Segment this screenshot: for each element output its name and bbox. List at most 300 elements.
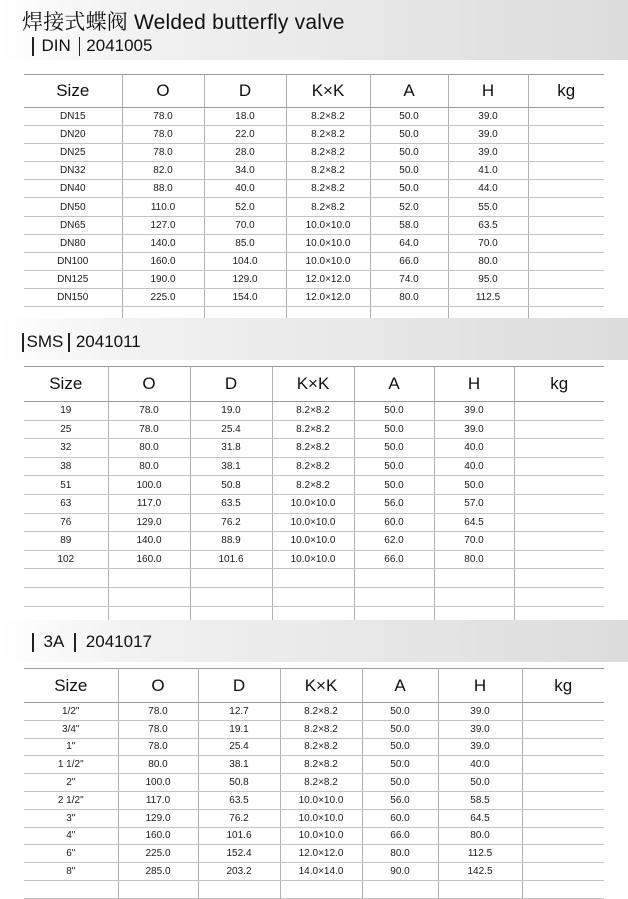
table-cell — [522, 756, 604, 774]
standard-name: 3A — [43, 632, 65, 651]
table-cell: 50.8 — [198, 774, 280, 792]
column-header: D — [190, 367, 272, 402]
table-cell: 101.6 — [190, 550, 272, 569]
table-cell — [434, 569, 514, 588]
table-cell: 2" — [24, 774, 118, 792]
table-cell: 58.0 — [370, 216, 448, 234]
table-cell: DN100 — [24, 252, 122, 270]
table-cell: 8.2×8.2 — [272, 420, 354, 439]
table-row — [24, 791, 604, 809]
table-cell: 39.0 — [448, 126, 528, 144]
table-cell — [280, 880, 362, 898]
table-cell: DN32 — [24, 162, 122, 180]
table-cell: 78.0 — [118, 703, 198, 721]
table-cell: 140.0 — [108, 532, 190, 551]
table-cell: 64.5 — [438, 809, 522, 827]
table-cell — [522, 720, 604, 738]
table-cell: 142.5 — [438, 863, 522, 881]
table-cell: 50.0 — [354, 420, 434, 439]
table-row — [24, 880, 604, 898]
table-row — [24, 234, 604, 252]
table-row — [24, 198, 604, 216]
standard-label-sms — [22, 332, 141, 352]
table-cell — [514, 494, 604, 513]
table-cell: 95.0 — [448, 270, 528, 288]
table-cell: 74.0 — [370, 270, 448, 288]
column-header: K×K — [280, 669, 362, 703]
table-cell — [514, 532, 604, 551]
standard-code: 2041005 — [86, 36, 153, 55]
table-cell: 70.0 — [448, 234, 528, 252]
table-cell: 1/2" — [24, 703, 118, 721]
table-cell: 50.0 — [370, 144, 448, 162]
table-header-row — [24, 669, 604, 703]
table-cell: 56.0 — [362, 791, 438, 809]
table-cell — [24, 569, 108, 588]
column-header: Size — [24, 669, 118, 703]
table-cell: 57.0 — [434, 494, 514, 513]
table-cell: 160.0 — [108, 550, 190, 569]
table-cell: 160.0 — [122, 252, 204, 270]
table-cell: DN125 — [24, 270, 122, 288]
column-header: Size — [24, 75, 122, 108]
table-cell — [190, 569, 272, 588]
standard-label-din — [32, 36, 152, 56]
table-cell: 60.0 — [354, 513, 434, 532]
table-cell: 41.0 — [448, 162, 528, 180]
table-cell: 100.0 — [118, 774, 198, 792]
table-cell — [522, 774, 604, 792]
column-header: Size — [24, 367, 108, 402]
table-cell — [528, 126, 604, 144]
table-cell: 63.5 — [448, 216, 528, 234]
table-cell — [190, 587, 272, 606]
table-cell: 63.5 — [190, 494, 272, 513]
table-cell: 40.0 — [434, 457, 514, 476]
column-header: kg — [528, 75, 604, 108]
table-cell: 78.0 — [122, 144, 204, 162]
table-cell: 50.0 — [354, 457, 434, 476]
table-cell: 39.0 — [434, 420, 514, 439]
table-row — [24, 420, 604, 439]
table-cell: 85.0 — [204, 234, 286, 252]
table-cell: DN25 — [24, 144, 122, 162]
table-cell: 8" — [24, 863, 118, 881]
table-cell: 40.0 — [204, 180, 286, 198]
table-cell — [354, 587, 434, 606]
table-cell: 8.2×8.2 — [286, 126, 370, 144]
column-header: kg — [522, 669, 604, 703]
column-header: A — [362, 669, 438, 703]
table-cell — [528, 180, 604, 198]
table-cell — [514, 513, 604, 532]
table-cell: 19.0 — [190, 402, 272, 421]
table-cell: 76.2 — [198, 809, 280, 827]
table-cell — [528, 108, 604, 126]
column-header: D — [198, 669, 280, 703]
table-cell — [528, 144, 604, 162]
table-cell: 56.0 — [354, 494, 434, 513]
table-cell: 88.0 — [122, 180, 204, 198]
table-cell: 44.0 — [448, 180, 528, 198]
table-cell — [528, 198, 604, 216]
table-cell: 39.0 — [438, 720, 522, 738]
table-cell: 32 — [24, 439, 108, 458]
table-row — [24, 550, 604, 569]
table-cell: 25.4 — [190, 420, 272, 439]
table-cell: 8.2×8.2 — [280, 774, 362, 792]
table-cell: 50.0 — [362, 703, 438, 721]
table-cell: 80.0 — [108, 439, 190, 458]
table-cell: 88.9 — [190, 532, 272, 551]
table-row — [24, 845, 604, 863]
table-cell: 66.0 — [370, 252, 448, 270]
table-cell: 10.0×10.0 — [272, 513, 354, 532]
table-cell: 19.1 — [198, 720, 280, 738]
table-cell: 203.2 — [198, 863, 280, 881]
table-cell: 10.0×10.0 — [272, 550, 354, 569]
table-cell: 80.0 — [362, 845, 438, 863]
table-body — [24, 402, 604, 625]
table-cell: 38.1 — [190, 457, 272, 476]
table-cell: 110.0 — [122, 198, 204, 216]
table-cell: 8.2×8.2 — [280, 703, 362, 721]
table-cell — [514, 550, 604, 569]
standard-name: SMS — [26, 332, 64, 351]
table-cell: 10.0×10.0 — [286, 216, 370, 234]
table-cell: 112.5 — [438, 845, 522, 863]
table-cell — [522, 809, 604, 827]
table-cell — [362, 880, 438, 898]
table-cell: 152.4 — [198, 845, 280, 863]
table-row — [24, 863, 604, 881]
table-cell — [514, 457, 604, 476]
table-cell: 10.0×10.0 — [280, 827, 362, 845]
table-cell: 50.0 — [354, 476, 434, 495]
table-cell: 18.0 — [204, 108, 286, 126]
table-row — [24, 270, 604, 288]
table-cell: 66.0 — [354, 550, 434, 569]
table-cell: 80.0 — [108, 457, 190, 476]
table-cell — [522, 863, 604, 881]
table-cell: 225.0 — [122, 288, 204, 306]
table-cell: 22.0 — [204, 126, 286, 144]
table-row — [24, 587, 604, 606]
table-cell: DN80 — [24, 234, 122, 252]
table-row — [24, 809, 604, 827]
table-cell: 129.0 — [108, 513, 190, 532]
table-cell: 89 — [24, 532, 108, 551]
table-cell: 78.0 — [122, 126, 204, 144]
table-cell: 12.7 — [198, 703, 280, 721]
column-header: O — [118, 669, 198, 703]
table-row — [24, 162, 604, 180]
table-body — [24, 108, 604, 325]
table-cell: 117.0 — [118, 791, 198, 809]
table-cell: 78.0 — [118, 720, 198, 738]
table-cell: 38.1 — [198, 756, 280, 774]
table-cell — [528, 288, 604, 306]
table-cell — [434, 587, 514, 606]
table-cell: 70.0 — [204, 216, 286, 234]
table-cell: 40.0 — [438, 756, 522, 774]
table-cell — [528, 270, 604, 288]
table-cell — [24, 587, 108, 606]
table-cell: 8.2×8.2 — [280, 738, 362, 756]
page-title: 焊接式蝶阀 Welded butterfly valve — [22, 11, 345, 34]
table-row — [24, 513, 604, 532]
table-cell — [514, 420, 604, 439]
table-cell: 19 — [24, 402, 108, 421]
table-cell: 1" — [24, 738, 118, 756]
table-cell — [528, 162, 604, 180]
table-cell: 90.0 — [362, 863, 438, 881]
table-cell: 50.0 — [354, 402, 434, 421]
table-row — [24, 180, 604, 198]
table-cell: DN20 — [24, 126, 122, 144]
table-cell: 82.0 — [122, 162, 204, 180]
table-cell: 50.0 — [362, 774, 438, 792]
table-header-row — [24, 367, 604, 402]
table-cell: DN150 — [24, 288, 122, 306]
table-cell: 80.0 — [448, 252, 528, 270]
table-cell: DN50 — [24, 198, 122, 216]
table-cell: 40.0 — [434, 439, 514, 458]
standard-name: DIN — [41, 36, 71, 55]
table-row — [24, 288, 604, 306]
table-cell: 8.2×8.2 — [280, 720, 362, 738]
table-cell: 10.0×10.0 — [272, 494, 354, 513]
table-cell: 117.0 — [108, 494, 190, 513]
table-cell: 80.0 — [370, 288, 448, 306]
table-cell: 8.2×8.2 — [286, 108, 370, 126]
table-cell: 38 — [24, 457, 108, 476]
table-cell: 63 — [24, 494, 108, 513]
table-cell: 12.0×12.0 — [286, 288, 370, 306]
table-cell: 8.2×8.2 — [272, 402, 354, 421]
table-cell: 64.0 — [370, 234, 448, 252]
table-cell — [514, 476, 604, 495]
table-cell: 50.0 — [354, 439, 434, 458]
table-cell: 25.4 — [198, 738, 280, 756]
table-cell: 14.0×14.0 — [280, 863, 362, 881]
table-cell: 78.0 — [108, 420, 190, 439]
table-row — [24, 476, 604, 495]
table-cell: 62.0 — [354, 532, 434, 551]
table-cell: 66.0 — [362, 827, 438, 845]
table-cell: 160.0 — [118, 827, 198, 845]
table-cell — [522, 827, 604, 845]
table-cell: 10.0×10.0 — [280, 809, 362, 827]
table-row — [24, 216, 604, 234]
column-header: H — [448, 75, 528, 108]
table-row — [24, 439, 604, 458]
table-row — [24, 569, 604, 588]
table-cell: 112.5 — [448, 288, 528, 306]
table-cell: DN40 — [24, 180, 122, 198]
table-cell: 55.0 — [448, 198, 528, 216]
column-header: H — [434, 367, 514, 402]
table-cell — [514, 587, 604, 606]
table-cell — [522, 738, 604, 756]
table-cell: 6" — [24, 845, 118, 863]
table-cell: 50.0 — [370, 180, 448, 198]
table-cell: 140.0 — [122, 234, 204, 252]
table-cell: 76 — [24, 513, 108, 532]
table-cell: 39.0 — [438, 703, 522, 721]
table-cell: 3" — [24, 809, 118, 827]
table-cell: 34.0 — [204, 162, 286, 180]
table-cell: 80.0 — [434, 550, 514, 569]
column-header: A — [354, 367, 434, 402]
table-cell: 8.2×8.2 — [272, 476, 354, 495]
table-cell: 12.0×12.0 — [286, 270, 370, 288]
table-cell: 63.5 — [198, 791, 280, 809]
table-cell — [438, 880, 522, 898]
table-cell: 52.0 — [370, 198, 448, 216]
table-cell: 78.0 — [122, 108, 204, 126]
table-row — [24, 126, 604, 144]
table-cell: DN65 — [24, 216, 122, 234]
table-row — [24, 827, 604, 845]
table-cell: 8.2×8.2 — [286, 144, 370, 162]
column-header: kg — [514, 367, 604, 402]
table-cell: 8.2×8.2 — [272, 439, 354, 458]
table-cell — [108, 569, 190, 588]
table-cell: 25 — [24, 420, 108, 439]
table-cell: 76.2 — [190, 513, 272, 532]
table-cell: 8.2×8.2 — [286, 198, 370, 216]
table-cell: 8.2×8.2 — [272, 457, 354, 476]
table-cell: 8.2×8.2 — [286, 162, 370, 180]
column-header: A — [370, 75, 448, 108]
table-cell: 101.6 — [198, 827, 280, 845]
table-cell — [108, 587, 190, 606]
column-header: K×K — [272, 367, 354, 402]
table-cell: 50.0 — [362, 756, 438, 774]
table-cell — [198, 880, 280, 898]
table-body — [24, 703, 604, 899]
table-din — [24, 74, 604, 325]
table-cell: 58.5 — [438, 791, 522, 809]
table-row — [24, 457, 604, 476]
table-row — [24, 252, 604, 270]
table-cell: 100.0 — [108, 476, 190, 495]
table-cell — [522, 703, 604, 721]
table-cell: 190.0 — [122, 270, 204, 288]
table-cell — [522, 880, 604, 898]
table-cell: 31.8 — [190, 439, 272, 458]
table-cell: DN15 — [24, 108, 122, 126]
table-row — [24, 532, 604, 551]
table-cell — [272, 569, 354, 588]
table-cell: 1 1/2" — [24, 756, 118, 774]
table-row — [24, 494, 604, 513]
table-cell: 225.0 — [118, 845, 198, 863]
table-cell: 10.0×10.0 — [286, 252, 370, 270]
table-row — [24, 774, 604, 792]
table-cell: 70.0 — [434, 532, 514, 551]
table-cell — [354, 569, 434, 588]
table-cell: 154.0 — [204, 288, 286, 306]
column-header: H — [438, 669, 522, 703]
table-cell: 3/4" — [24, 720, 118, 738]
table-cell: 2 1/2" — [24, 791, 118, 809]
table-row — [24, 738, 604, 756]
table-cell: 129.0 — [204, 270, 286, 288]
table-cell — [24, 880, 118, 898]
table-row — [24, 402, 604, 421]
table-cell — [528, 234, 604, 252]
table-cell: 39.0 — [448, 144, 528, 162]
table-cell: 50.0 — [362, 738, 438, 756]
table-row — [24, 703, 604, 721]
table-cell: 104.0 — [204, 252, 286, 270]
table-cell: 12.0×12.0 — [280, 845, 362, 863]
table-cell — [514, 439, 604, 458]
standard-code: 2041011 — [75, 332, 141, 351]
table-cell — [522, 845, 604, 863]
column-header: D — [204, 75, 286, 108]
table-cell — [514, 569, 604, 588]
column-header: O — [108, 367, 190, 402]
table-cell: 52.0 — [204, 198, 286, 216]
table-cell: 78.0 — [118, 738, 198, 756]
table-cell: 39.0 — [434, 402, 514, 421]
table-cell — [272, 587, 354, 606]
table-row — [24, 108, 604, 126]
table-cell: 50.0 — [370, 108, 448, 126]
table-cell: 28.0 — [204, 144, 286, 162]
standard-label-3a — [32, 632, 152, 652]
standard-code: 2041017 — [85, 632, 152, 651]
table-cell — [118, 880, 198, 898]
table-row — [24, 720, 604, 738]
table-cell: 102 — [24, 550, 108, 569]
table-cell: 50.0 — [434, 476, 514, 495]
table-cell: 50.0 — [370, 126, 448, 144]
table-cell: 64.5 — [434, 513, 514, 532]
column-header: K×K — [286, 75, 370, 108]
table-cell: 39.0 — [438, 738, 522, 756]
table-sms — [24, 366, 604, 625]
table-cell: 129.0 — [118, 809, 198, 827]
table-3a — [24, 668, 604, 899]
table-cell: 8.2×8.2 — [280, 756, 362, 774]
table-cell — [514, 402, 604, 421]
table-cell — [528, 216, 604, 234]
table-header-row — [24, 75, 604, 108]
table-cell: 127.0 — [122, 216, 204, 234]
table-cell: 10.0×10.0 — [286, 234, 370, 252]
table-cell: 50.0 — [370, 162, 448, 180]
table-cell — [522, 791, 604, 809]
table-cell: 60.0 — [362, 809, 438, 827]
table-cell: 51 — [24, 476, 108, 495]
table-cell: 10.0×10.0 — [280, 791, 362, 809]
table-cell: 80.0 — [118, 756, 198, 774]
table-cell: 80.0 — [438, 827, 522, 845]
table-cell: 4" — [24, 827, 118, 845]
table-cell: 50.8 — [190, 476, 272, 495]
table-cell: 285.0 — [118, 863, 198, 881]
column-header: O — [122, 75, 204, 108]
table-cell: 50.0 — [438, 774, 522, 792]
table-cell: 39.0 — [448, 108, 528, 126]
table-cell: 8.2×8.2 — [286, 180, 370, 198]
table-row — [24, 144, 604, 162]
table-cell — [528, 252, 604, 270]
